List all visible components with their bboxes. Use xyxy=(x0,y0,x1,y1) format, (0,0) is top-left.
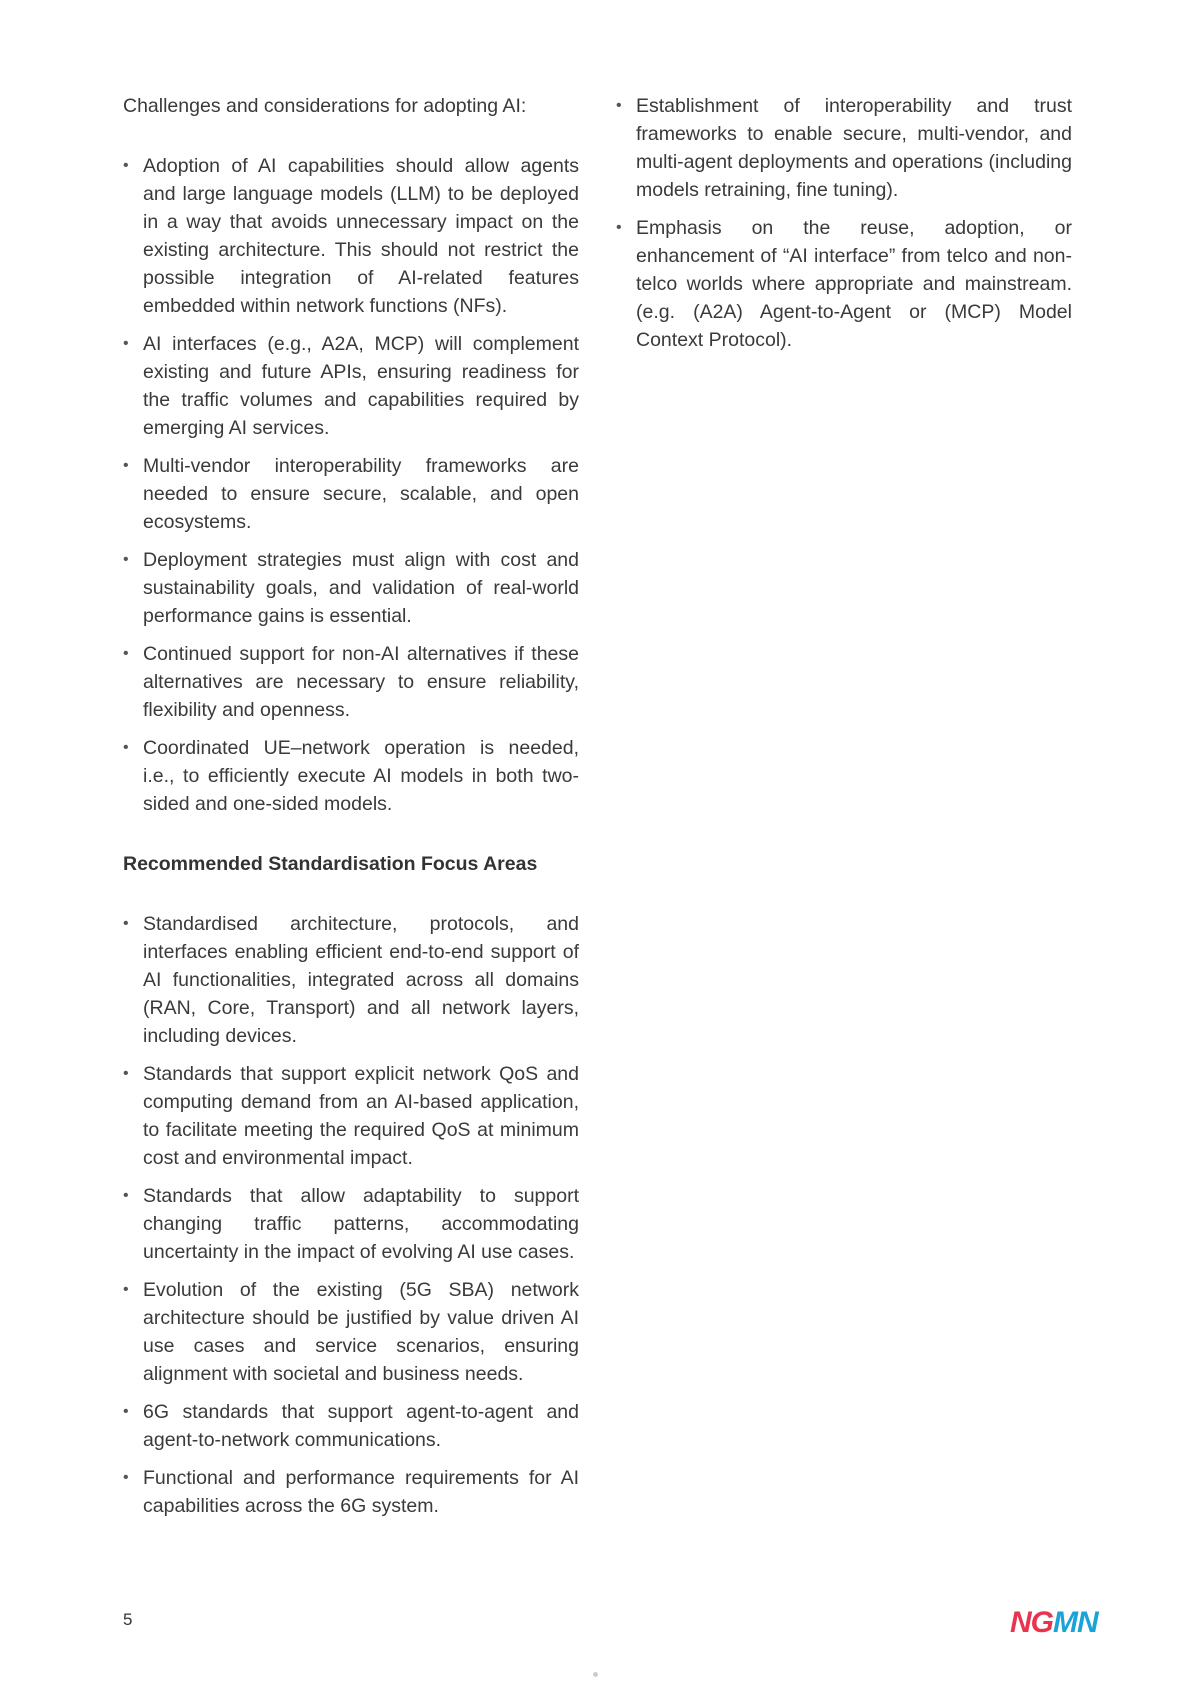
right-column xyxy=(616,92,1072,364)
list-item: • Multi-vendor interoperability frameworks are needed to ensure secure, scalable, and open ecosystems. xyxy=(123,452,579,536)
bullet-icon: • xyxy=(123,335,129,352)
page-marker-dot xyxy=(593,1672,598,1677)
list-item: • Adoption of AI capabilities should allow agents and large language models (LLM) to be deployed in a way that avoids unnecessary impact on the existing architecture. This should not restrict the possible integration of AI-related features embedded within network functions (NFs). xyxy=(123,152,579,320)
list-item: • Continued support for non-AI alternatives if these alternatives are necessary to ensure reliability, flexibility and openness. xyxy=(123,640,579,724)
page-number: 5 xyxy=(123,1610,133,1629)
bullet-icon: • xyxy=(123,1187,129,1204)
ngmn-logo xyxy=(1010,1606,1098,1640)
logo-part-ng: NG xyxy=(1010,1606,1053,1639)
list-item: • Deployment strategies must align with cost and sustainability goals, and validation of real-world performance gains is essential. xyxy=(123,546,579,630)
bullet-icon: • xyxy=(123,457,129,474)
challenges-list xyxy=(123,152,579,818)
focus-areas-list xyxy=(123,910,579,1520)
bullet-icon: • xyxy=(123,1065,129,1082)
bullet-icon: • xyxy=(123,739,129,756)
bullet-icon: • xyxy=(123,1281,129,1298)
list-item: • 6G standards that support agent-to-agent and agent-to-network communications. xyxy=(123,1398,579,1454)
section-heading: Recommended Standardisation Focus Areas xyxy=(123,853,538,875)
bullet-icon: • xyxy=(123,1469,129,1486)
focus-areas-continued-list xyxy=(616,92,1072,354)
challenges-intro: Challenges and considerations for adopting AI: xyxy=(123,95,527,117)
bullet-icon: • xyxy=(616,219,622,236)
list-item: • Emphasis on the reuse, adoption, or enhancement of “AI interface” from telco and non-telco worlds where appropriate and mainstream. (e.g. (A2A) Agent-to-Agent or (MCP) Model Context Protocol). xyxy=(616,214,1072,354)
list-item: • Standards that allow adaptability to support changing traffic patterns, accommodating uncertainty in the impact of evolving AI use cases. xyxy=(123,1182,579,1266)
list-item: • Evolution of the existing (5G SBA) network architecture should be justified by value driven AI use cases and service scenarios, ensuring alignment with societal and business needs. xyxy=(123,1276,579,1388)
bullet-icon: • xyxy=(123,1403,129,1420)
list-item: • Standards that support explicit network QoS and computing demand from an AI-based application, to facilitate meeting the required QoS at minimum cost and environmental impact. xyxy=(123,1060,579,1172)
list-item: • Functional and performance requirements for AI capabilities across the 6G system. xyxy=(123,1464,579,1520)
list-item: • AI interfaces (e.g., A2A, MCP) will complement existing and future APIs, ensuring readiness for the traffic volumes and capabilities required by emerging AI services. xyxy=(123,330,579,442)
bullet-icon: • xyxy=(123,551,129,568)
list-item: • Coordinated UE–network operation is needed, i.e., to efficiently execute AI models in both two-sided and one-sided models. xyxy=(123,734,579,818)
list-item: • Standardised architecture, protocols, and interfaces enabling efficient end-to-end support of AI functionalities, integrated across all domains (RAN, Core, Transport) and all network layers, including devices. xyxy=(123,910,579,1050)
bullet-icon: • xyxy=(616,97,622,114)
left-column xyxy=(123,92,579,1530)
bullet-icon: • xyxy=(123,645,129,662)
list-item: • Establishment of interoperability and trust frameworks to enable secure, multi-vendor, and multi-agent deployments and operations (including models retraining, fine tuning). xyxy=(616,92,1072,204)
bullet-icon: • xyxy=(123,157,129,174)
bullet-icon: • xyxy=(123,915,129,932)
logo-part-mn: MN xyxy=(1053,1606,1098,1639)
